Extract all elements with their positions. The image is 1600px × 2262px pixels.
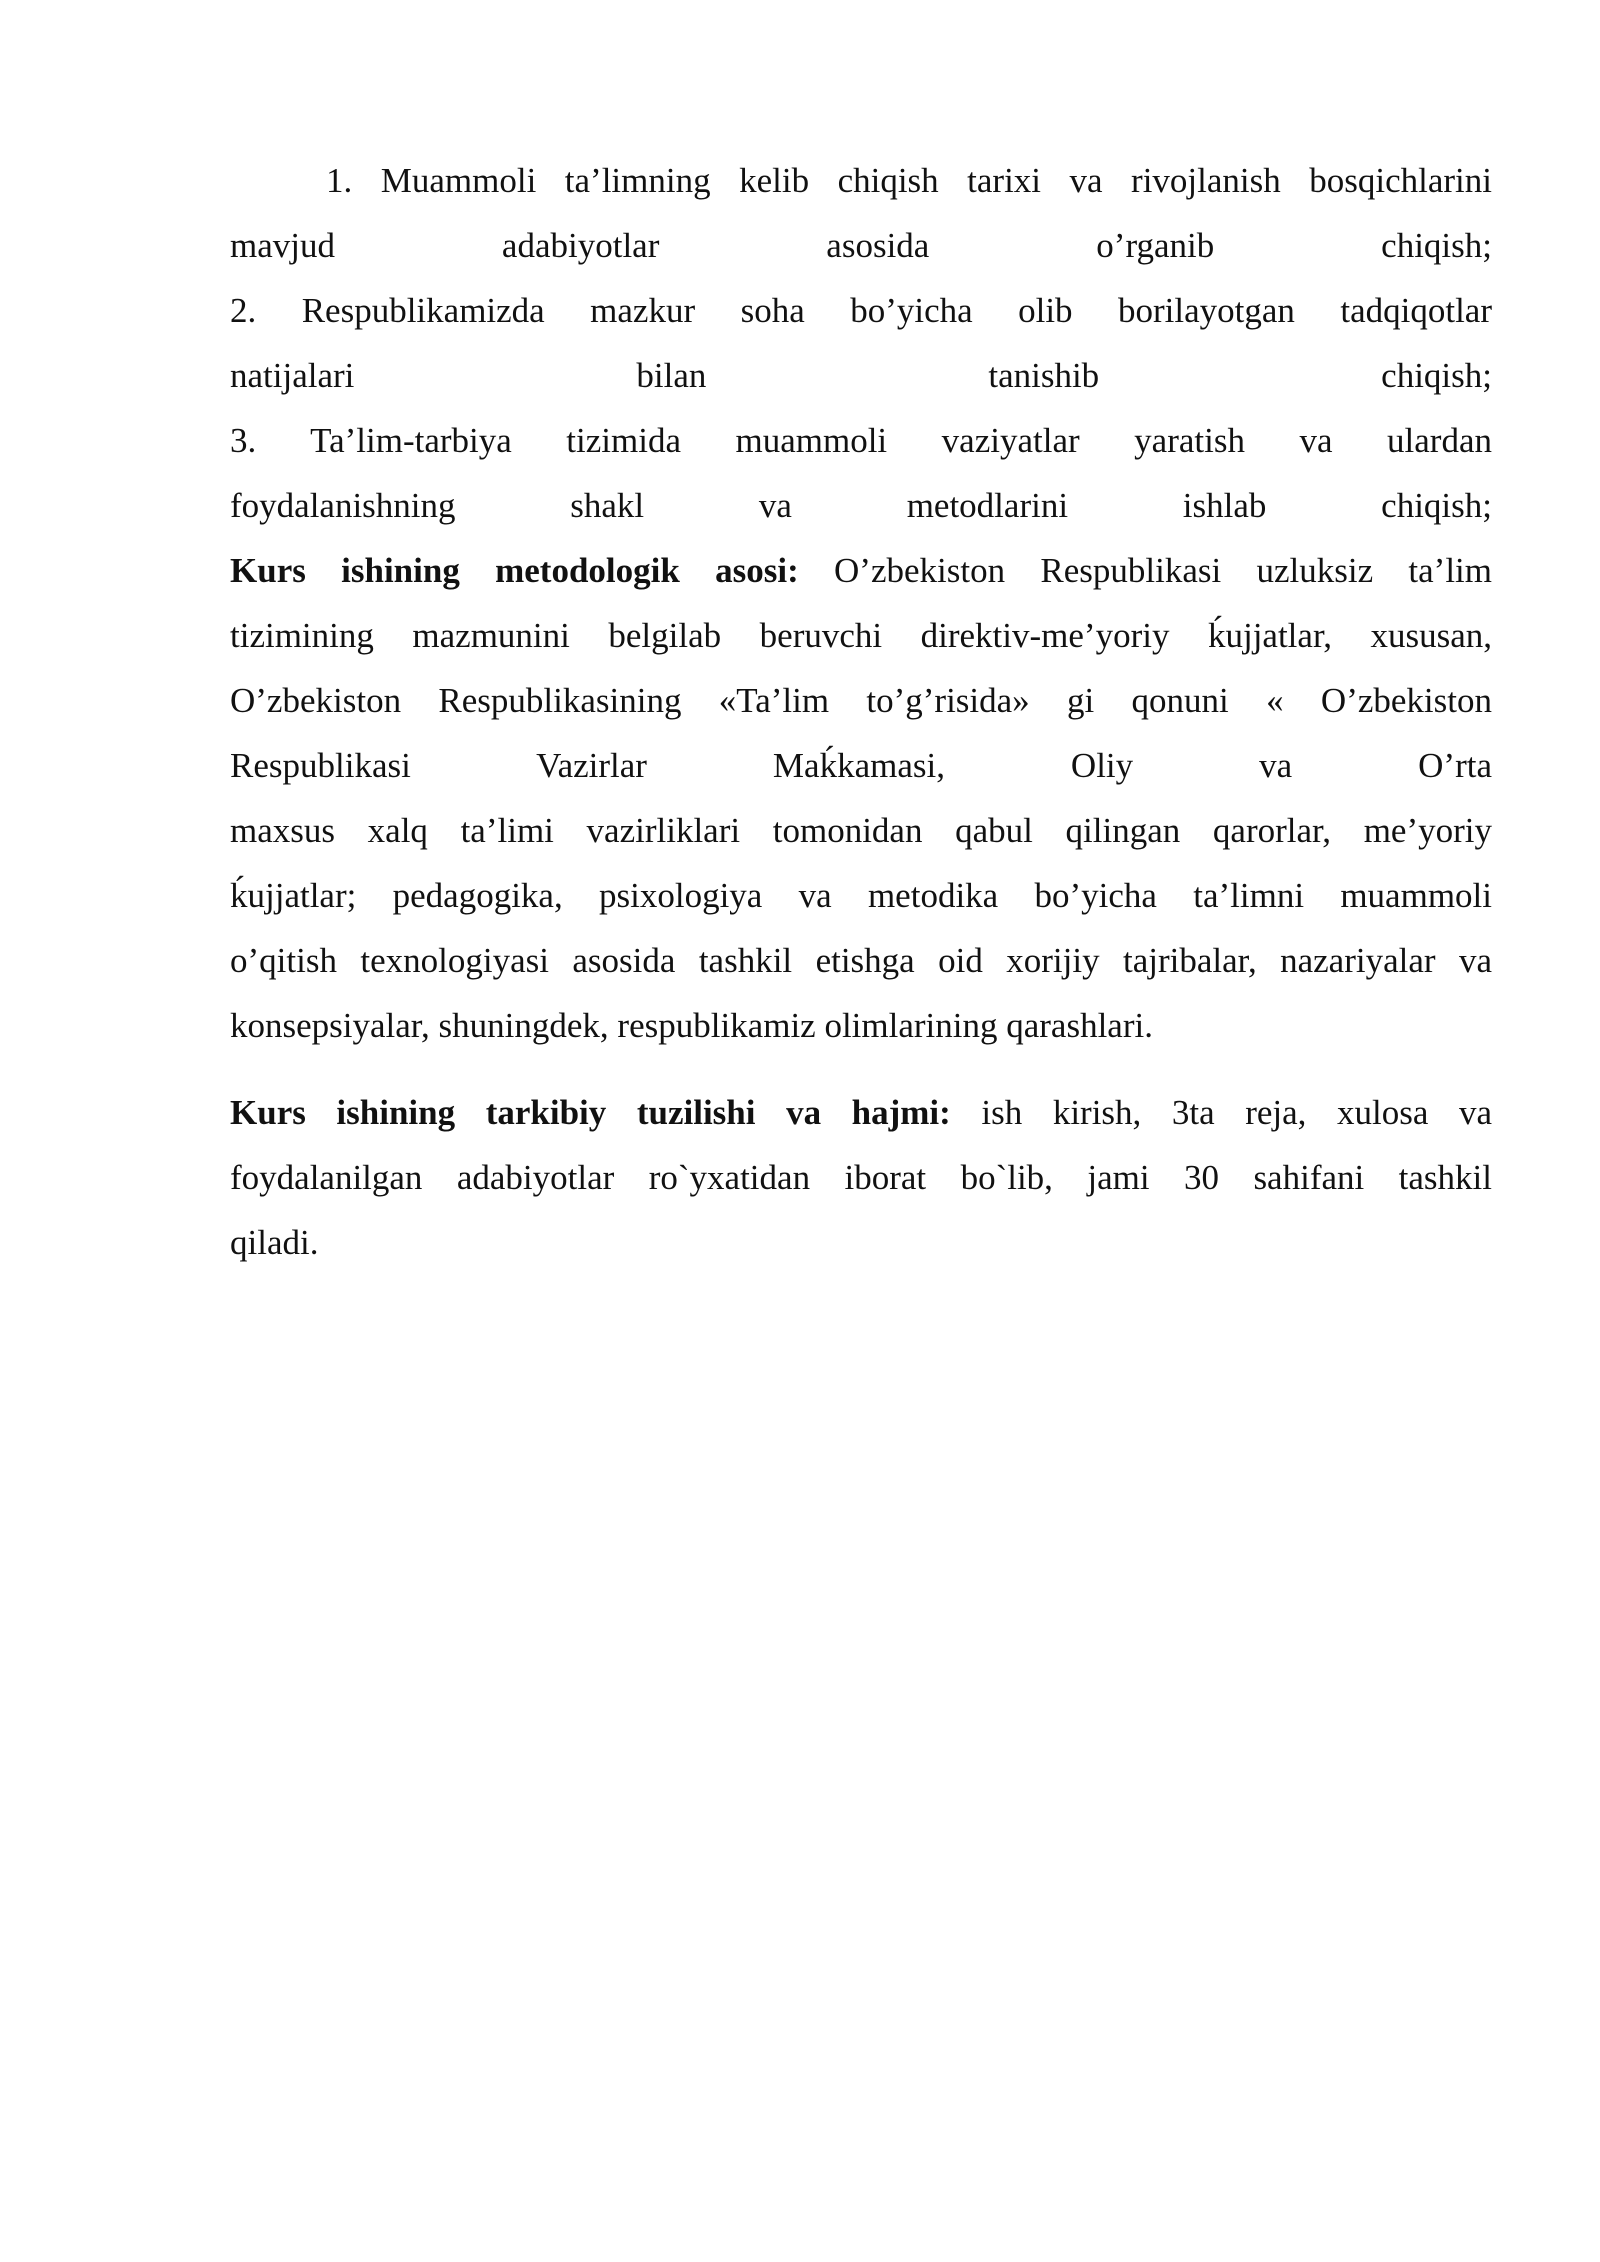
methodology-line: O’zbekiston Respublikasining «Ta’lim to’g’risida» gi qonuni « O’zbekiston: [230, 681, 1492, 720]
methodology-line: maxsus xalq ta’limi vazirliklari tomonidan qabul qilingan qarorlar, me’yoriy: [230, 811, 1492, 850]
structure-line: foydalanilgan adabiyotlar ro`yxatidan iborat bo`lib, jami 30 sahifani tashkil: [230, 1158, 1492, 1197]
methodology-line: ḱujjatlar; pedagogika, psixologiya va metodika bo’yicha ta’limni muammoli: [230, 876, 1492, 915]
structure-heading: Kurs ishining tarkibiy tuzilishi va hajmi:: [230, 1093, 951, 1132]
methodology-line: o’qitish texnologiyasi asosida tashkil etishga oid xorijiy tajribalar, nazariyalar va: [230, 941, 1492, 980]
objective-2-line-1: 2. Respublikamizda mazkur soha bo’yicha olib borilayotgan tadqiqotlar: [230, 291, 1492, 330]
paragraph-spacer: [230, 1058, 1492, 1080]
document-page: [230, 148, 1492, 1275]
objective-2-line-2: natijalari bilan tanishib chiqish;: [230, 356, 1492, 395]
objective-1-line-2: mavjud adabiyotlar asosida o’rganib chiqish;: [230, 226, 1492, 265]
structure-first-line: [230, 1080, 1492, 1145]
structure-line-last: qiladi.: [230, 1223, 319, 1262]
objective-3-line-1: 3. Ta’lim-tarbiya tizimida muammoli vaziyatlar yaratish va ulardan: [230, 421, 1492, 460]
methodology-first-line: [230, 538, 1492, 603]
methodology-line: Respublikasi Vazirlar Maḱkamasi, Oliy va O’rta: [230, 746, 1492, 785]
methodology-heading: Kurs ishining metodologik asosi:: [230, 551, 799, 590]
objective-1-line-1: 1. Muammoli ta’limning kelib chiqish tarixi va rivojlanish bosqichlarini: [326, 161, 1492, 200]
structure-first-line-text: ish kirish, 3ta reja, xulosa va: [981, 1093, 1493, 1132]
methodology-first-line-text: O’zbekiston Respublikasi uzluksiz ta’lim: [834, 551, 1493, 590]
methodology-line-last: konsepsiyalar, shuningdek, respublikamiz olimlarining qarashlari.: [230, 1006, 1153, 1045]
objective-3-line-2: foydalanishning shakl va metodlarini ishlab chiqish;: [230, 486, 1492, 525]
methodology-line: tizimining mazmunini belgilab beruvchi direktiv-me’yoriy ḱujjatlar, xususan,: [230, 616, 1492, 655]
